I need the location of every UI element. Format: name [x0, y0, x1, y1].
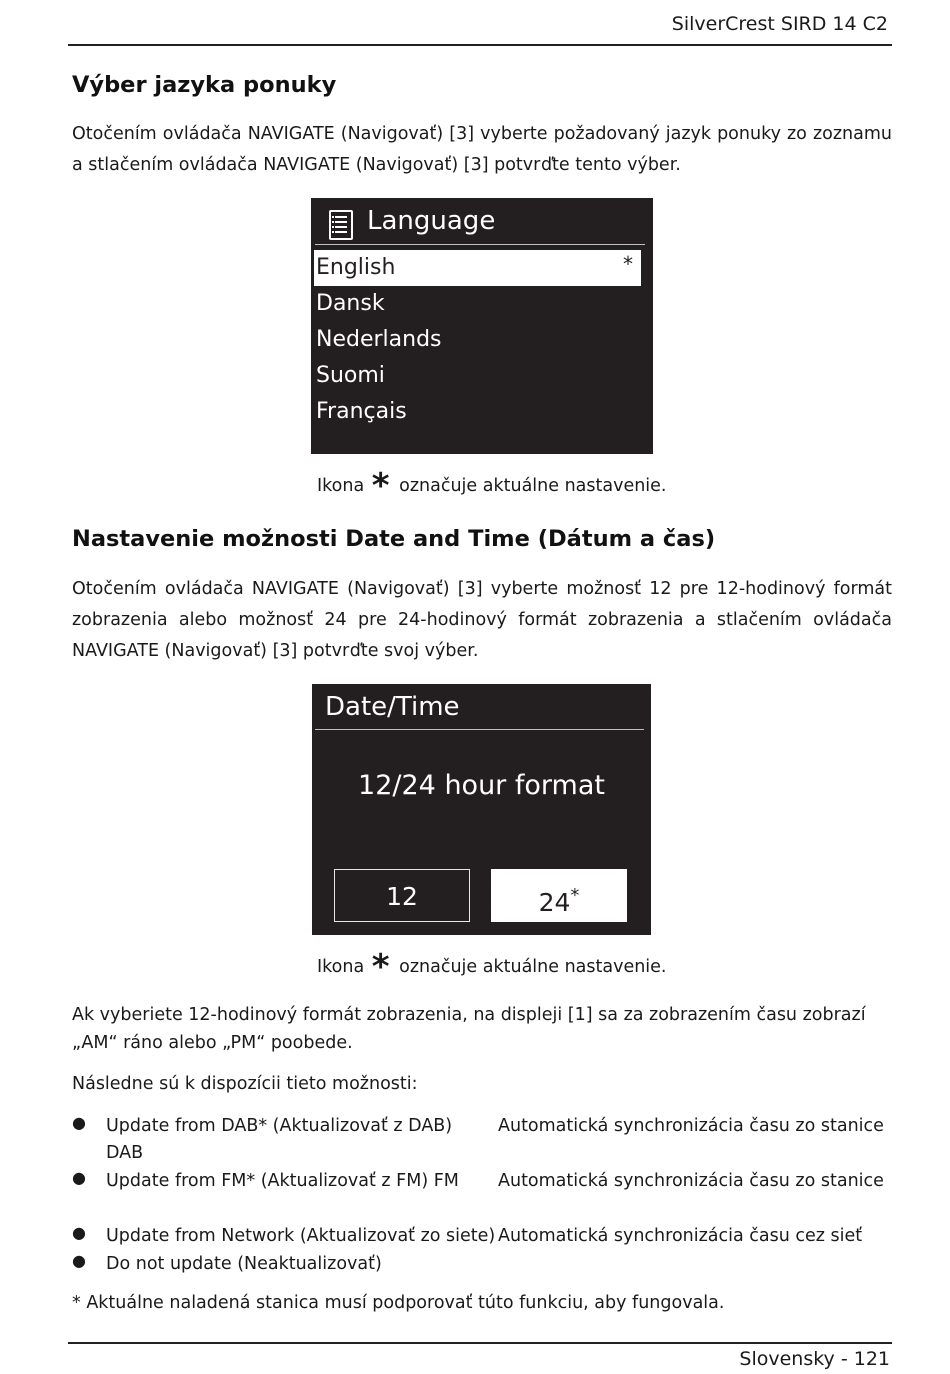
list-item	[72, 1251, 902, 1279]
language-option-label: Suomi	[316, 363, 385, 388]
hour-format-prompt: 12/24 hour format	[358, 770, 605, 801]
language-option-label: Dansk	[316, 291, 385, 316]
section-paragraph-datetime: Otočením ovládača NAVIGATE (Navigovať) [3] vyberte možnosť 12 pre 12-hodinový formát zobrazenia alebo možnosť 24 pre 24-hodinový formát zobrazenia a stlačením ovládača NAVIGATE (Navigovať) [3] potvrďte svoj výber.	[72, 579, 892, 661]
language-option-label: Français	[316, 399, 407, 424]
datetime-screen-title: Date/Time	[325, 692, 460, 722]
caption-text-after: označuje aktuálne nastavenie.	[399, 957, 667, 977]
language-screen	[311, 198, 653, 454]
option-description: Automatická synchronizácia času zo stanice	[498, 1171, 884, 1191]
section-paragraph-language: Otočením ovládača NAVIGATE (Navigovať) [3] vyberte požadovaný jazyk ponuky zo zoznamu a stlačením ovládača NAVIGATE (Navigovať) [3] potvrďte tento výber.	[72, 124, 892, 175]
option-description: Automatická synchronizácia času zo stanice	[498, 1116, 884, 1136]
language-option-suomi[interactable]	[316, 358, 636, 394]
asterisk-icon: *	[371, 947, 390, 987]
option-12-label: 12	[386, 882, 418, 911]
language-screen-title: Language	[367, 206, 496, 236]
footnote: * Aktuálne naladená stanica musí podporovať túto funkciu, aby fungovala.	[72, 1293, 725, 1313]
option-name: Do not update (Neaktualizovať)	[106, 1254, 382, 1274]
header-rule	[68, 44, 892, 46]
bullet-icon: ●	[72, 1223, 86, 1242]
option-description: Automatická synchronizácia času cez sieť	[498, 1226, 863, 1246]
am-pm-paragraph: Ak vyberiete 12-hodinový formát zobrazenia, na displeji [1] sa za zobrazením času zobrazí „AM“ ráno alebo „PM“ poobede.	[72, 1005, 866, 1053]
caption-current-setting-2	[317, 947, 667, 987]
caption-current-setting-1	[317, 466, 667, 506]
asterisk-icon: *	[371, 466, 390, 506]
screen-title-rule	[315, 244, 645, 245]
section-heading-language: Výber jazyka ponuky	[72, 72, 337, 98]
current-setting-marker: *	[623, 252, 633, 276]
option-name: Update from FM* (Aktualizovať z FM) FM	[106, 1171, 459, 1191]
option-24-hour-button[interactable]	[491, 869, 627, 922]
menu-list-icon	[329, 210, 353, 240]
language-option-francais[interactable]	[316, 394, 636, 430]
list-item	[72, 1113, 902, 1168]
list-item	[72, 1223, 902, 1251]
language-option-dansk[interactable]	[316, 286, 636, 322]
datetime-screen	[312, 684, 651, 935]
option-24-label: 24	[538, 888, 571, 917]
bullet-icon: ●	[72, 1113, 86, 1132]
caption-text-after: označuje aktuálne nastavenie.	[399, 476, 667, 496]
language-option-english[interactable]	[314, 250, 641, 286]
bullet-icon: ●	[72, 1168, 86, 1187]
caption-text-before: Ikona	[317, 476, 365, 496]
footer-rule	[68, 1342, 892, 1344]
language-option-nederlands[interactable]	[316, 322, 636, 358]
option-name: Update from Network (Aktualizovať zo siete)	[106, 1226, 496, 1246]
update-options-list	[72, 1113, 902, 1279]
language-option-label: English	[316, 255, 396, 280]
header-product-name: SilverCrest SIRD 14 C2	[671, 13, 888, 35]
language-option-label: Nederlands	[316, 327, 442, 352]
section-heading-datetime: Nastavenie možnosti Date and Time (Dátum a čas)	[72, 526, 716, 552]
bullet-icon: ●	[72, 1251, 86, 1270]
caption-text-before: Ikona	[317, 957, 365, 977]
footer-page-label: Slovensky - 121	[739, 1348, 890, 1370]
current-setting-marker: *	[570, 885, 580, 906]
options-intro-paragraph: Následne sú k dispozícii tieto možnosti:	[72, 1074, 418, 1094]
option-name: Update from DAB* (Aktualizovať z DAB) DAB	[106, 1116, 453, 1163]
screen-title-rule	[315, 729, 644, 730]
option-12-hour-button[interactable]	[334, 869, 470, 922]
list-item	[72, 1168, 902, 1223]
